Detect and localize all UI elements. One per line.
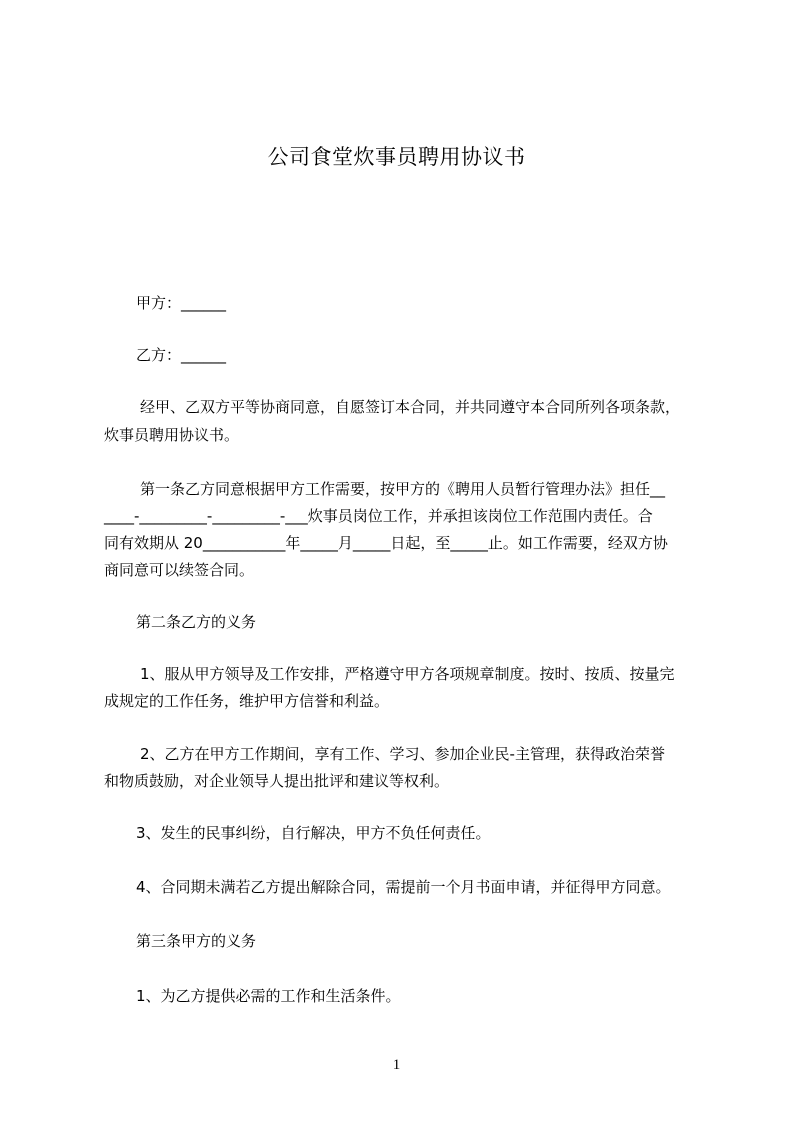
article2-heading: 第二条乙方的义务 [136,613,257,631]
intro-line-1: 经甲、乙双方平等协商同意，自愿签订本合同，并共同遵守本合同所列各项条款， [140,398,681,416]
article2-item4: 4、合同期未满若乙方提出解除合同，需提前一个月书面申请，并征得甲方同意。 [136,878,671,896]
article3-heading: 第三条甲方的义务 [136,932,257,950]
article1-line-1: 第一条乙方同意根据甲方工作需要，按甲方的《聘用人员暂行管理办法》担任__ [140,480,666,498]
intro-line-2: 炊事员聘用协议书。 [104,426,240,444]
article2-item2-line-1: 2、乙方在甲方工作期间，享有工作、学习、参加企业民-主管理，获得政治荣誉 [140,745,665,763]
article2-item1-line-1: 1、服从甲方领导及工作安排，严格遵守甲方各项规章制度。按时、按质、按量完 [140,665,675,683]
article1-line-3: 同有效期从 20___________年_____月_____日起，至_____止。如工作需要，经双方协 [104,534,668,552]
article1-line-4: 商同意可以续签合同。 [104,561,255,579]
party-b-line: 乙方：______ [136,346,227,364]
page-number: 1 [392,1057,401,1073]
article2-item3: 3、发生的民事纠纷，自行解决，甲方不负任何责任。 [136,824,491,842]
document-title: 公司食堂炊事员聘用协议书 [267,145,526,169]
article2-item2-line-2: 和物质鼓励，对企业领导人提出批评和建议等权利。 [104,772,450,790]
article1-line-2: ____-_________-_________-___炊事员岗位工作，并承担该岗位工作范围内责任。合 [104,507,653,525]
article3-item1: 1、为乙方提供必需的工作和生活条件。 [136,987,401,1005]
party-a-line: 甲方：______ [136,294,227,312]
article2-item1-line-2: 成规定的工作任务，维护甲方信誉和利益。 [104,692,390,710]
